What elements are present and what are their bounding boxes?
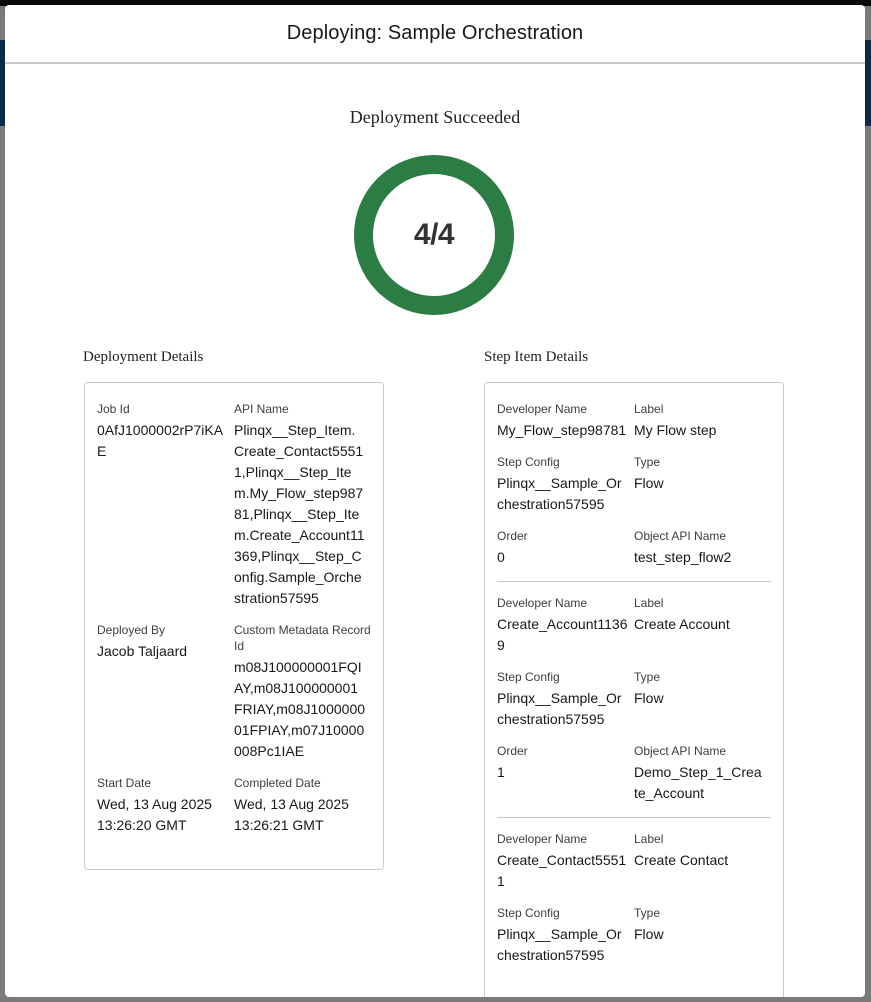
field-label: Developer Name (497, 832, 588, 846)
field-developer-name (497, 831, 634, 892)
field-object-api-name (634, 528, 771, 568)
deploy-modal (5, 5, 865, 997)
field-label: Order (497, 529, 528, 543)
field-value: Plinqx__Sample_Orchestration57595 (497, 690, 622, 727)
field-label: Type (634, 455, 661, 469)
field-label: Object API Name (634, 744, 727, 758)
field-value: Flow (634, 475, 664, 491)
field-completed-date (234, 775, 371, 836)
field-value: Create Account (634, 616, 730, 632)
field-label: Label (634, 832, 664, 846)
field-order (497, 528, 634, 568)
field-value: Jacob Taljaard (97, 643, 188, 659)
field-custom-metadata-record-id (234, 622, 371, 762)
field-type (634, 669, 771, 730)
field-step-config (497, 905, 634, 966)
step-item-grid (497, 595, 771, 817)
step-item-details-title: Step Item Details (484, 349, 589, 365)
field-label: Order (497, 744, 528, 758)
modal-title: Deploying: Sample Orchestration (286, 22, 584, 44)
field-value: Plinqx__Sample_Orchestration57595 (497, 926, 622, 963)
field-label: Deployed By (97, 623, 166, 637)
field-developer-name (497, 595, 634, 656)
field-job-id (97, 401, 234, 609)
field-label-value (634, 401, 771, 441)
field-label: Label (634, 596, 664, 610)
field-value: Create_Contact55511 (497, 852, 627, 889)
field-label-value (634, 831, 771, 892)
field-label: Object API Name (634, 529, 727, 543)
progress-ring (354, 155, 514, 315)
step-item (497, 582, 771, 818)
field-value: 1 (497, 764, 505, 780)
field-value: Plinqx__Sample_Orchestration57595 (497, 475, 622, 512)
field-label: Step Config (497, 670, 560, 684)
field-label: Developer Name (497, 402, 588, 416)
step-item (497, 388, 771, 582)
field-value: My_Flow_step98781 (497, 422, 627, 438)
field-start-date (97, 775, 234, 836)
field-label: Start Date (97, 776, 152, 790)
deployment-details-title: Deployment Details (83, 349, 204, 365)
field-label: Type (634, 906, 661, 920)
field-label: API Name (234, 402, 289, 416)
field-label: Label (634, 402, 664, 416)
field-label: Step Config (497, 455, 560, 469)
field-value: test_step_flow2 (634, 549, 732, 565)
field-api-name (234, 401, 371, 609)
field-value: Demo_Step_1_Create_Account (634, 764, 762, 801)
field-label: Custom Metadata Record Id (234, 623, 371, 653)
backdrop-bar-right (865, 40, 871, 126)
field-deployed-by (97, 622, 234, 762)
deployment-status: Deployment Succeeded (349, 107, 521, 127)
field-value: 0AfJ1000002rP7iKAE (97, 422, 224, 459)
deployment-details-grid (97, 401, 371, 849)
step-item (497, 818, 771, 979)
field-type (634, 454, 771, 515)
field-label-value (634, 595, 771, 656)
field-value: Wed, 13 Aug 2025 13:26:20 GMT (97, 796, 212, 833)
field-developer-name (497, 401, 634, 441)
step-item-details-card (484, 382, 784, 997)
field-value: 0 (497, 549, 505, 565)
field-value: m08J100000001FQIAY,m08J100000001FRIAY,m08J100000001FPIAY,m07J10000008Pc1IAE (234, 659, 366, 759)
field-object-api-name (634, 743, 771, 804)
field-label: Type (634, 670, 661, 684)
field-value: Create_Account11369 (497, 616, 628, 653)
field-value: Wed, 13 Aug 2025 13:26:21 GMT (234, 796, 349, 833)
step-item-grid (497, 831, 771, 979)
field-label: Job Id (97, 402, 130, 416)
field-label: Developer Name (497, 596, 588, 610)
field-step-config (497, 454, 634, 515)
deployment-details-card (84, 382, 384, 870)
progress-count: 4/4 (413, 218, 455, 251)
step-item-grid (497, 401, 771, 581)
modal-header (5, 5, 865, 64)
field-value: Flow (634, 690, 664, 706)
field-order (497, 743, 634, 804)
field-value: Create Contact (634, 852, 729, 868)
field-value: My Flow step (634, 422, 717, 438)
field-step-config (497, 669, 634, 730)
field-type (634, 905, 771, 966)
field-value: Flow (634, 926, 664, 942)
field-value: Plinqx__Step_Item.Create_Contact55511,Plinqx__Step_Item.My_Flow_step98781,Plinqx__Step_Item.Create_Account11369,Plinqx__Step_Config.Sample_Orchestration57595 (234, 422, 365, 606)
field-label: Completed Date (234, 776, 321, 790)
field-label: Step Config (497, 906, 560, 920)
